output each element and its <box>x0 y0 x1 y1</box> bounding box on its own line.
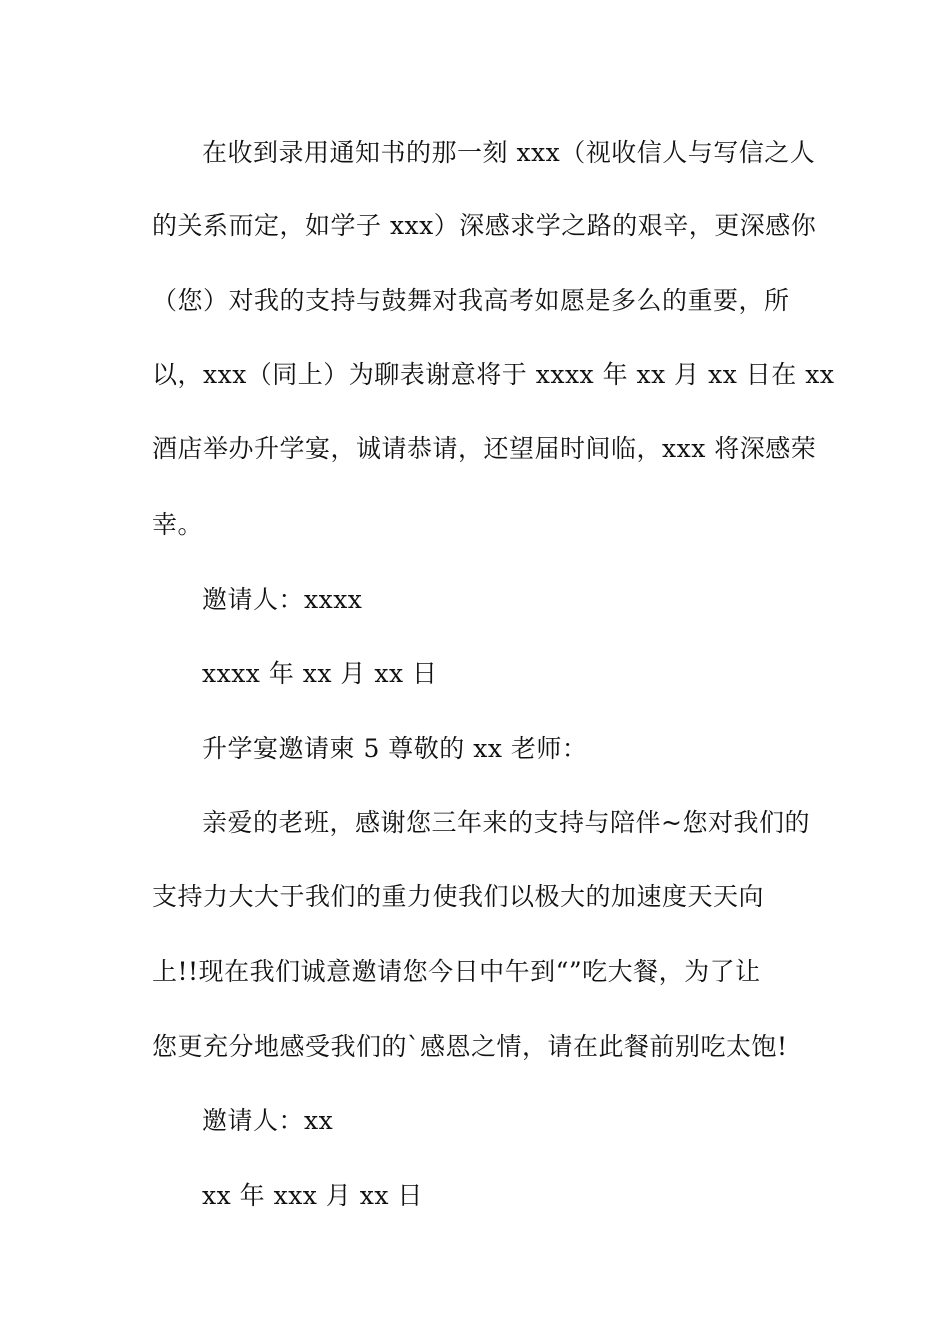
section-heading: 升学宴邀请柬 5 尊敬的 xx 老师： <box>202 734 588 763</box>
paragraph-line: 以，xxx（同上）为聊表谢意将于 xxxx 年 xx 月 xx 日在 xx <box>152 360 835 389</box>
paragraph-line: 幸。 <box>152 510 204 539</box>
paragraph-line: 亲爱的老班，感谢您三年来的支持与陪伴~您对我们的 <box>202 808 810 837</box>
paragraph-line: （您）对我的支持与鼓舞对我高考如愿是多么的重要，所 <box>152 286 790 315</box>
paragraph-line: 在收到录用通知书的那一刻 xxx（视收信人与写信之人 <box>202 138 816 167</box>
paragraph-line: 上!!现在我们诚意邀请您今日中午到“”吃大餐，为了让 <box>152 957 761 986</box>
inviter-line: 邀请人：xxxx <box>202 585 363 614</box>
paragraph-line: 您更充分地感受我们的`感恩之情，请在此餐前别吃太饱! <box>152 1032 788 1061</box>
paragraph-line: 酒店举办升学宴，诚请恭请，还望届时间临，xxx 将深感荣 <box>152 434 817 463</box>
date-line: xx 年 xxx 月 xx 日 <box>202 1181 423 1210</box>
paragraph-line: 的关系而定，如学子 xxx）深感求学之路的艰辛，更深感你 <box>152 211 817 240</box>
date-line: xxxx 年 xx 月 xx 日 <box>202 659 438 688</box>
paragraph-line: 支持力大大于我们的重力使我们以极大的加速度天天向 <box>152 882 765 911</box>
inviter-line: 邀请人：xx <box>202 1106 334 1135</box>
